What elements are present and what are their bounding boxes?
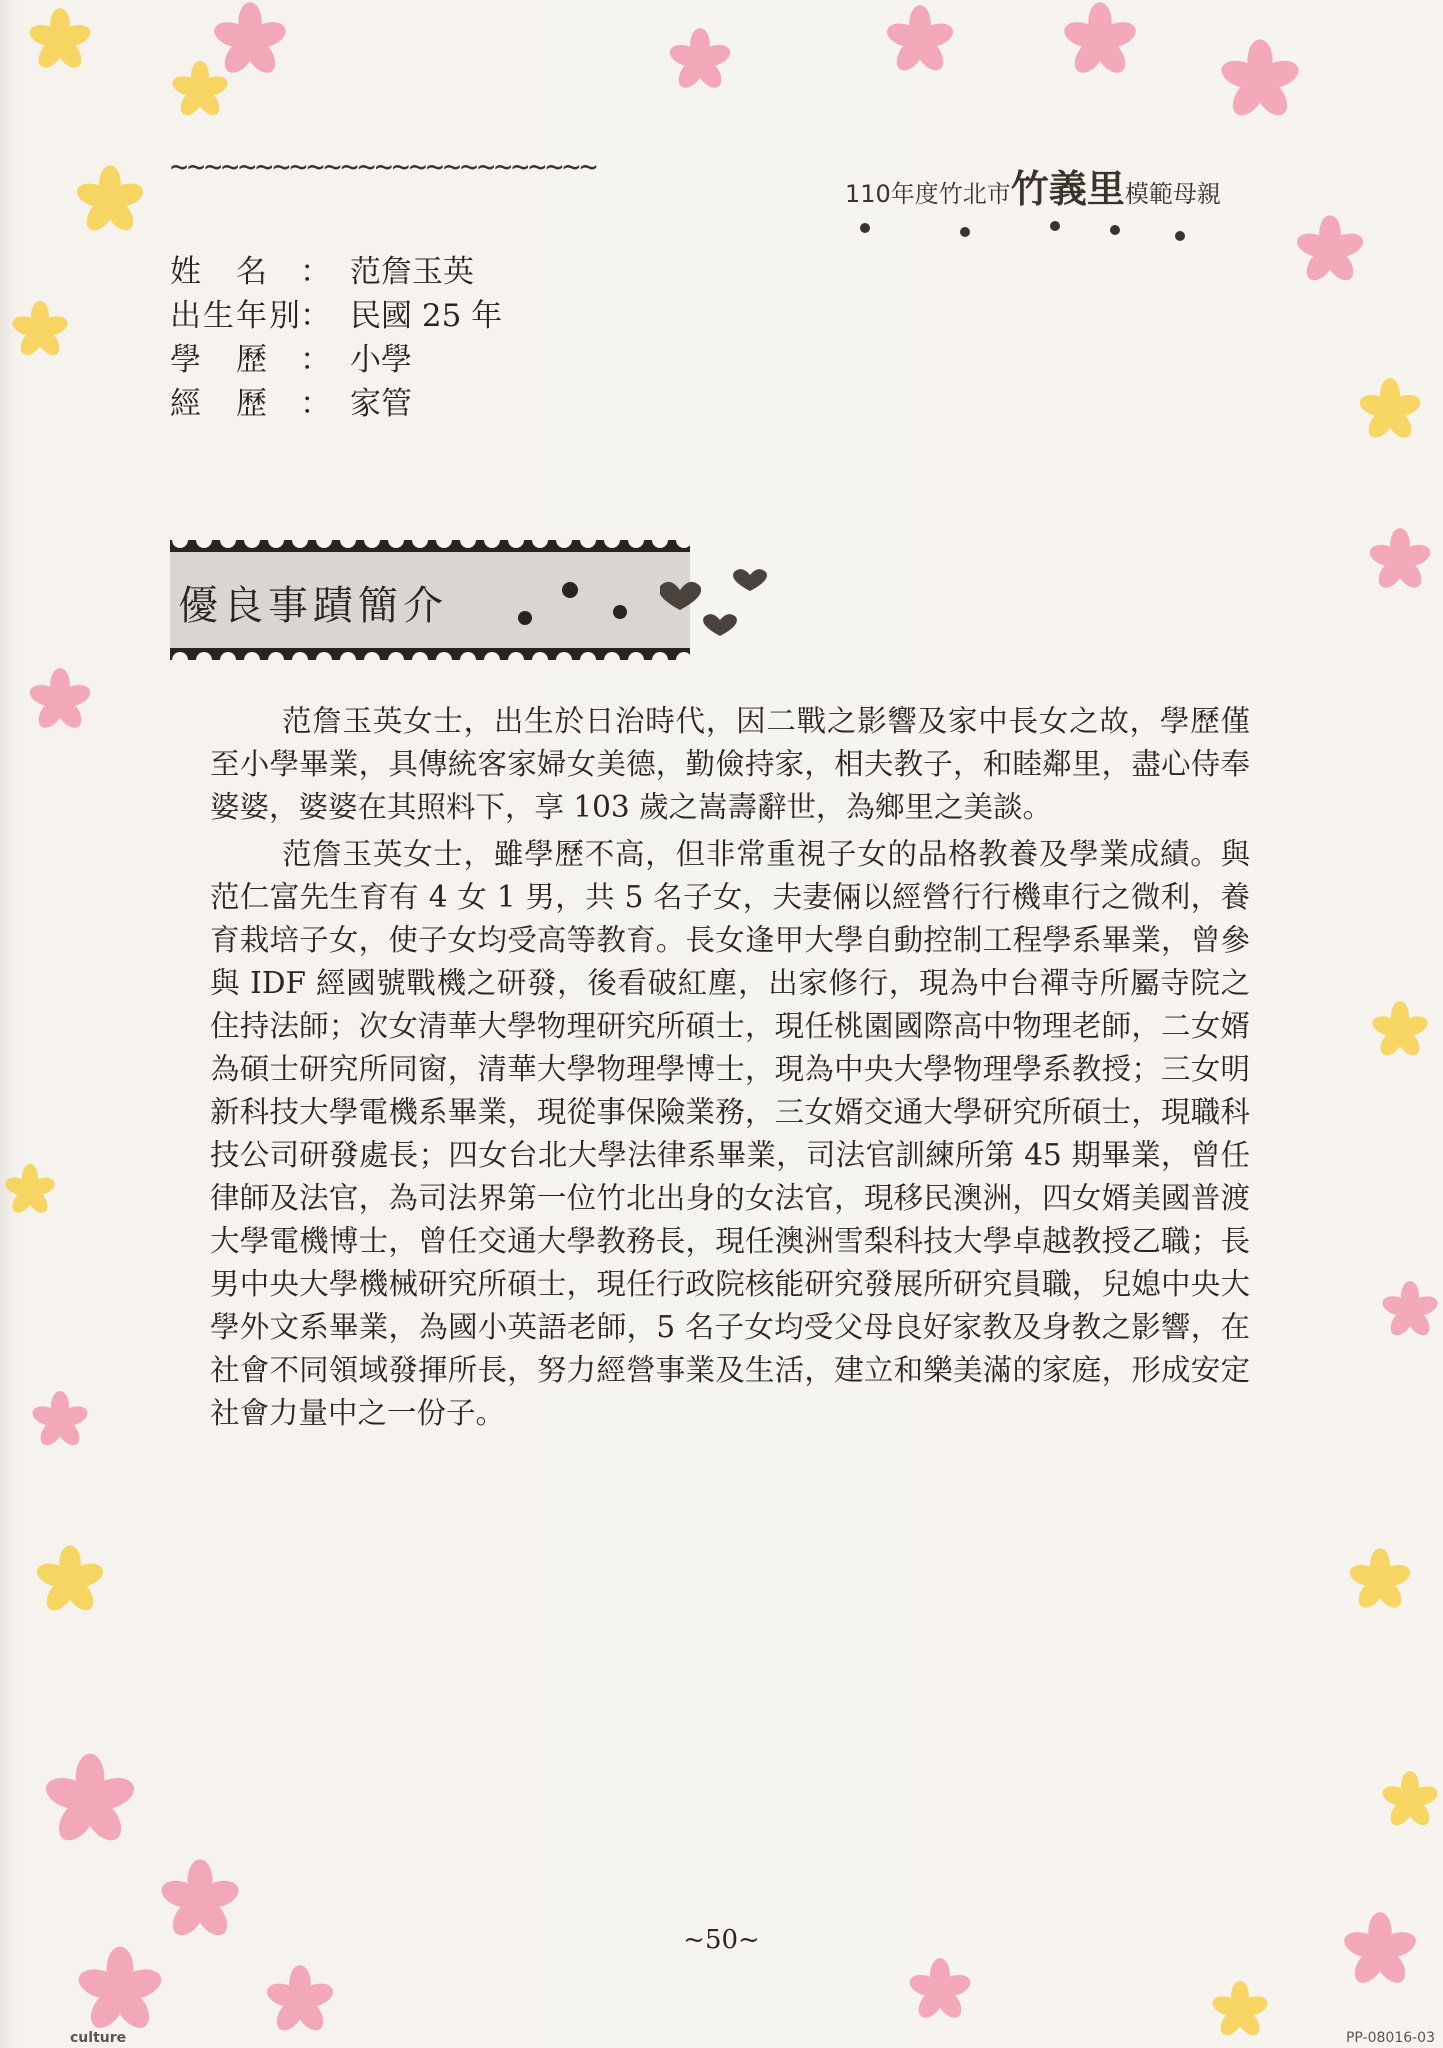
page-number: ~50~ xyxy=(683,1925,760,1955)
info-label: 姓 名 xyxy=(170,254,269,290)
info-label: 學 歷 xyxy=(170,342,269,378)
info-row-experience xyxy=(170,382,502,426)
info-label: 出生年別 xyxy=(170,298,302,334)
header-award: 模範母親 xyxy=(1124,180,1221,208)
footer-logo: culture xyxy=(70,2030,127,2046)
header-tilde-rule: ~~~~~~~~~~~~~~~~~~~~~~~~~ xyxy=(170,150,597,185)
info-colon: ： xyxy=(300,386,331,422)
info-colon: ： xyxy=(300,342,331,378)
section-title: 優良事蹟簡介 xyxy=(178,583,448,629)
achievements-body xyxy=(210,700,1250,1439)
info-value: 小學 xyxy=(350,342,412,378)
info-colon: ： xyxy=(300,298,331,334)
paragraph-1: 范詹玉英女士，出生於日治時代，因二戰之影響及家中長女之故，學歷僅至小學畢業，具傳統客家婦女美德，勤儉持家，相夫教子，和睦鄰里，盡心侍奉婆婆，婆婆在其照料下，享 103 歲之嵩壽辭世，為鄉里之美談。 xyxy=(210,704,1250,824)
info-value: 范詹玉英 xyxy=(350,254,474,290)
paragraph-2: 范詹玉英女士，雖學歷不高，但非常重視子女的品格教養及學業成績。與范仁富先生育有 4 女 1 男，共 5 名子女，夫妻倆以經營行行機車行之微利，養育栽培子女，使子女均受高等教育。長女逢甲大學自動控制工程學系畢業，曾參與 IDF 經國號戰機之研發，後看破紅塵，出家修行，現為中台禪寺所屬寺院之住持法師；次女清華大學物理研究所碩士，現任桃園國際高中物理老師，二女婿為碩士研究所同窗，清華大學物理學博士，現為中央大學物理學系教授；三女明新科技大學電機系畢業，現從事保險業務，三女婿交通大學研究所碩士，現職科技公司研發處長；四女台北大學法律系畢業，司法官訓練所第 45 期畢業，曾任律師及法官，為司法界第一位竹北出身的女法官，現移民澳洲，四女婿美國普渡大學電機博士，曾任交通大學教務長，現任澳洲雪梨科技大學卓越教授乙職；長男中央大學機械研究所碩士，現任行政院核能研究發展所研究員職，兒媳中央大學外文系畢業，為國小英語老師，5 名子女均受父母良好家教及身教之影響，在社會不同領域發揮所長，努力經營事業及生活，建立和樂美滿的家庭，形成安定社會力量中之一份子。 xyxy=(210,837,1250,1430)
footer-code: PP-08016-03 xyxy=(1345,2030,1435,2046)
info-value: 民國 25 年 xyxy=(350,298,503,334)
personal-info xyxy=(170,250,502,426)
info-row-education xyxy=(170,338,502,382)
heart-decoration xyxy=(660,560,780,650)
header-year-city: 110年度竹北市 xyxy=(845,180,1011,208)
header-flower-ornament xyxy=(820,210,1200,260)
info-label: 經 歷 xyxy=(170,386,269,422)
info-row-name xyxy=(170,250,502,294)
info-row-birth-year xyxy=(170,294,502,338)
header-village: 竹義里 xyxy=(1010,166,1125,211)
info-value: 家管 xyxy=(350,386,412,422)
header-title xyxy=(845,158,1221,213)
info-colon: ： xyxy=(300,254,331,290)
